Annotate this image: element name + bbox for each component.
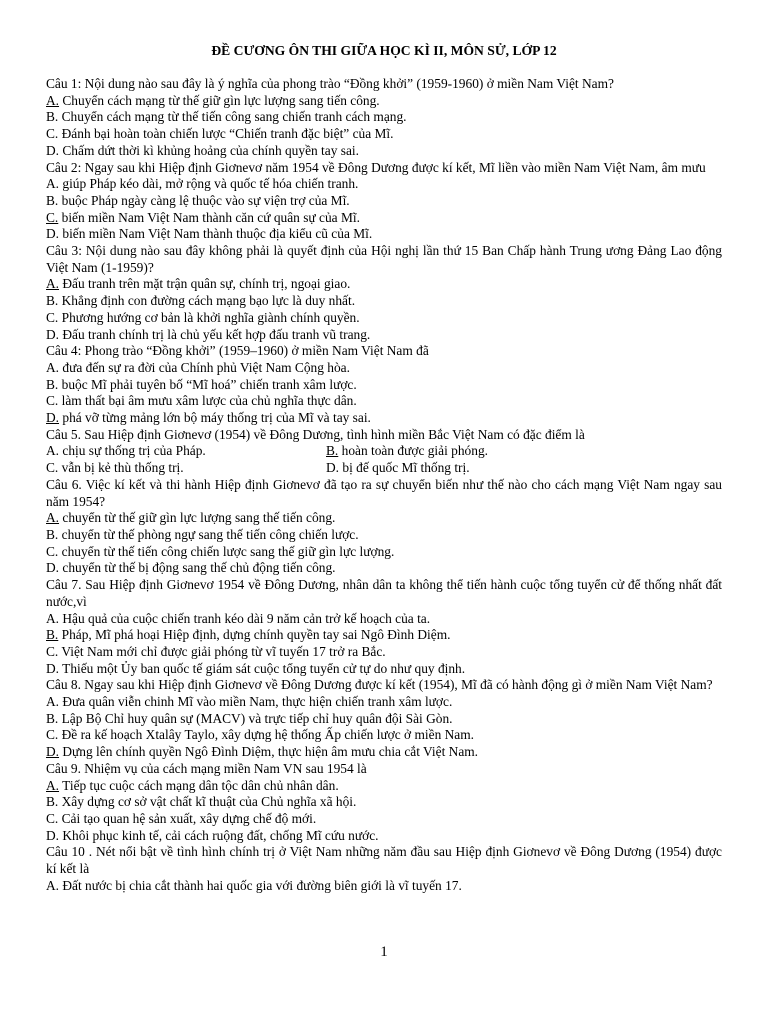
option [46,293,722,310]
option [46,327,722,344]
option-text: Đấu tranh trên mặt trận quân sự, chính trị, ngoại giao. [59,276,351,292]
option-letter: A. [46,176,60,192]
option [46,176,722,193]
option-text: Tiếp tục cuộc cách mạng dân tộc dân chủ nhân dân. [59,777,339,793]
option-letter: A. [46,443,60,459]
option [46,878,722,895]
option-text: Đất nước bị chia cắt thành hai quốc gia với đường biên giới là vĩ tuyến 17. [59,877,462,893]
question-block [46,343,722,427]
option-text: Thiếu một Ủy ban quốc tế giám sát cuộc tổng tuyển cử tự do như quy định. [59,660,466,676]
option-letter: D. [46,744,60,760]
option-text: Dựng lên chính quyền Ngô Đình Diệm, thực hiện âm mưu chia cắt Việt Nam. [59,744,479,760]
option-text: Hậu quả của cuộc chiến tranh kéo dài 9 năm cản trở kế hoạch của ta. [59,610,431,626]
question-text: Câu 5. Sau Hiệp định Giơnevơ (1954) về Đông Dương, tình hình miền Bắc Việt Nam có đặc điểm là [46,426,585,442]
option-text: chuyển từ thế bị động sang thế chủ động tiến công. [59,560,336,576]
option-letter: B. [46,627,59,643]
page-title: ĐỀ CƯƠNG ÔN THI GIỮA HỌC KÌ II, MÔN SỬ, LỚP 12 [211,43,557,58]
question-block [46,844,722,894]
option [46,694,722,711]
option-letter: A. [46,359,60,375]
option-text: Đề ra kế hoạch Xtalây Taylo, xây dựng hệ thống Ấp chiến lược ở miền Nam. [58,727,474,743]
option-letter: C. [46,643,59,659]
option-letter: C. [46,460,59,476]
question-text: Câu 4: Phong trào “Đồng khởi” (1959–1960) ở miền Nam Việt Nam đã [46,343,429,359]
question-block [46,243,722,343]
option [46,226,722,243]
option-text: Đánh bại hoàn toàn chiến lược “Chiến tranh đặc biệt” của Mĩ. [58,126,394,142]
option-letter: B. [326,443,339,459]
option-text: Lập Bộ Chỉ huy quân sự (MACV) và trực tiếp chỉ huy quân đội Sài Gòn. [58,710,453,726]
question-text: Câu 2: Ngay sau khi Hiệp định Giơnevơ năm 1954 về Đông Dương được kí kết, Mĩ liền vào miền Nam Việt Nam, âm mưu [46,159,706,175]
option [46,310,722,327]
option [46,527,722,544]
option-text: chuyển từ thế tiến công chiến lược sang thế giữ gìn lực lượng. [58,543,395,559]
option [46,544,722,561]
option [46,828,722,845]
option-text: biến miền Nam Việt Nam thành căn cứ quân sự của Mĩ. [58,209,360,225]
option-letter: B. [46,794,59,810]
question-text: Câu 9. Nhiệm vụ của cách mạng miền Nam VN sau 1954 là [46,760,367,776]
option-text: buộc Mĩ phải tuyên bố “Mĩ hoá” chiến tranh xâm lược. [58,376,357,392]
option-letter: D. [46,410,60,426]
option-letter: B. [46,376,59,392]
option [46,794,722,811]
question-text: Câu 1: Nội dung nào sau đây là ý nghĩa của phong trào “Đồng khởi” (1959-1960) ở miền Nam Việt Nam? [46,76,614,91]
question-block [46,761,722,845]
option-letter: A. [46,877,60,893]
question-block [46,477,722,577]
option-letter: B. [46,710,59,726]
option [46,393,722,410]
option [326,460,606,477]
option-letter: B. [46,526,59,542]
option [46,193,722,210]
option-text: Chuyển cách mạng từ thế tiến công sang chiến tranh cách mạng. [58,109,407,125]
option-letter: D. [46,326,60,342]
option-letter: C. [46,543,59,559]
option-text: Xây dựng cơ sở vật chất kĩ thuật của Chủ nghĩa xã hội. [58,794,357,810]
option-letter: B. [46,293,59,309]
question-block [46,427,722,477]
option-letter: D. [46,226,60,242]
question-text: Câu 8. Ngay sau khi Hiệp định Giơnevơ về Đông Dương được kí kết (1954), Mĩ đã có hành động gì ở miền Nam Việt Nam? [46,677,713,693]
option-text: hoàn toàn được giải phóng. [338,443,488,459]
option [46,360,722,377]
option-letter: A. [46,92,60,108]
option [46,811,722,828]
option-text: chuyển từ thế phòng ngự sang thế tiến công chiến lược. [58,526,359,542]
option [46,377,722,394]
option-text: Việt Nam mới chỉ được giải phóng từ vĩ tuyến 17 trở ra Bắc. [58,643,386,659]
option [46,443,326,460]
option-letter: C. [46,209,59,225]
question-list [46,76,722,894]
option-letter: A. [46,777,60,793]
option-text: đưa đến sự ra đời của Chính phủ Việt Nam Cộng hòa. [59,359,350,375]
option-letter: D. [46,827,60,843]
option [326,443,606,460]
option-letter: D. [326,460,340,476]
option-letter: B. [46,109,59,125]
option-row [46,460,722,477]
option-text: bị đế quốc Mĩ thống trị. [339,460,470,476]
option [46,661,722,678]
option [46,109,722,126]
option-text: chuyển từ thế giữ gìn lực lượng sang thế tiến công. [59,510,336,526]
option [46,410,722,427]
option-text: Pháp, Mĩ phá hoại Hiệp định, dựng chính quyền tay sai Ngô Đình Diệm. [58,627,451,643]
option [46,611,722,628]
option-letter: C. [46,126,59,142]
page-number: 1 [380,944,388,960]
option [46,276,722,293]
option-letter: A. [46,276,60,292]
option-text: Khôi phục kinh tế, cải cách ruộng đất, chống Mĩ cứu nước. [59,827,379,843]
option-text: phá vỡ từng mảng lớn bộ máy thống trị của Mĩ và tay sai. [59,410,371,426]
option [46,644,722,661]
option-text: Đưa quân viễn chinh Mĩ vào miền Nam, thực hiện chiến tranh xâm lược. [59,694,453,710]
option-letter: C. [46,810,59,826]
option [46,727,722,744]
option-text: Phương hướng cơ bản là khởi nghĩa giành chính quyền. [58,309,360,325]
option-text: vẫn bị kẻ thù thống trị. [58,460,184,476]
option [46,460,326,477]
question-text: Câu 10 . Nét nổi bật về tình hình chính trị ở Việt Nam những năm đầu sau Hiệp định Giơnevơ về Đông Dương (1954) được kí kết là [46,844,722,877]
option-letter: A. [46,694,60,710]
option-text: Đấu tranh chính trị là chủ yếu kết hợp đấu tranh vũ trang. [59,326,371,342]
question-block [46,160,722,244]
option-text: giúp Pháp kéo dài, mở rộng và quốc tế hóa chiến tranh. [59,176,359,192]
option-row [46,443,722,460]
option [46,126,722,143]
option-text: buộc Pháp ngày càng lệ thuộc vào sự viện trợ của Mĩ. [58,192,350,208]
option [46,744,722,761]
question-block [46,677,722,761]
option-letter: C. [46,727,59,743]
option-letter: C. [46,309,59,325]
option-letter: D. [46,142,60,158]
option-text: Chuyển cách mạng từ thế giữ gìn lực lượng sang tiến công. [59,92,380,108]
option [46,143,722,160]
option [46,711,722,728]
option-letter: A. [46,510,60,526]
question-text: Câu 6. Việc kí kết và thi hành Hiệp định Giơnevơ đã tạo ra sự chuyển biến như thế nào cho cách mạng Việt Nam ngay sau năm 1954? [46,476,722,509]
option [46,778,722,795]
option [46,627,722,644]
option [46,93,722,110]
option-letter: A. [46,610,60,626]
option-text: Khẳng định con đường cách mạng bạo lực là duy nhất. [58,293,356,309]
option-text: Chấm dứt thời kì khủng hoảng của chính quyền tay sai. [59,142,359,158]
option [46,210,722,227]
question-text: Câu 3: Nội dung nào sau đây không phải là quyết định của Hội nghị lần thứ 15 Ban Chấp hành Trung ương Đảng Lao động Việt Nam (1-1959)? [46,243,722,275]
option-text: làm thất bại âm mưu xâm lược của chủ nghĩa thực dân. [58,393,357,409]
option-text: Cải tạo quan hệ sản xuất, xây dựng chế độ mới. [58,810,317,826]
document-page [46,0,722,1024]
question-text: Câu 7. Sau Hiệp định Giơnevơ 1954 về Đông Dương, nhân dân ta không thể tiến hành cuộc tổng tuyển cử để thống nhất đất nước,vì [46,577,722,609]
option-text: biến miền Nam Việt Nam thành thuộc địa kiểu cũ của Mĩ. [59,226,373,242]
option-letter: C. [46,393,59,409]
option-letter: B. [46,192,59,208]
option-letter: D. [46,560,60,576]
question-block [46,76,722,160]
option-letter: D. [46,660,60,676]
question-block [46,577,722,677]
option-text: chịu sự thống trị của Pháp. [59,443,206,459]
option [46,510,722,527]
option [46,560,722,577]
